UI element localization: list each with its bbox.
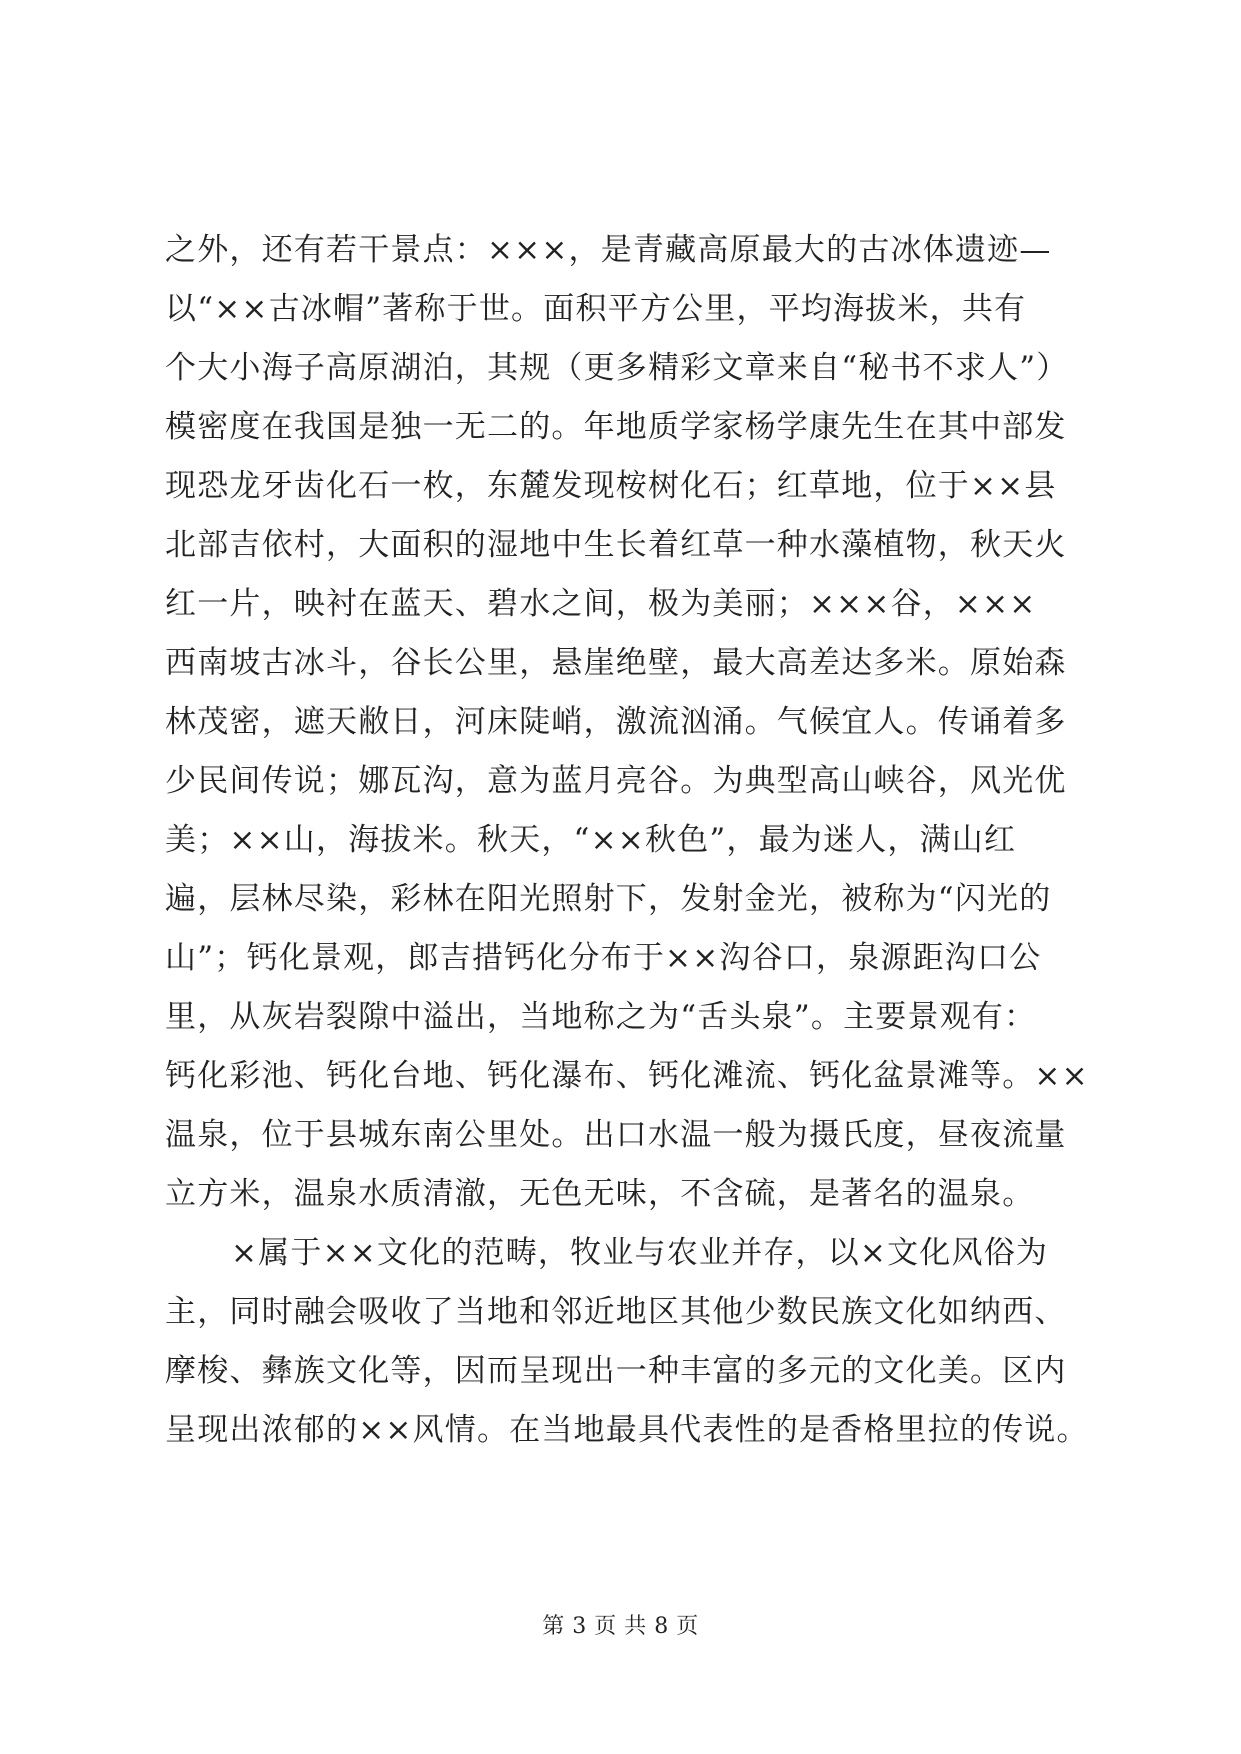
text-line: 之外，还有若干景点：×××，是青藏高原最大的古冰体遗迹— — [165, 232, 1052, 268]
text-line: 里，从灰岩裂隙中溢出，当地称之为“舌头泉”。主要景观有： — [165, 999, 1037, 1035]
paragraph-start-line: ×属于××文化的范畴，牧业与农业并存，以×文化风俗为 — [231, 1235, 1049, 1271]
text-line: 以“××古冰帽”著称于世。面积平方公里，平均海拔米，共有 — [165, 291, 1027, 327]
text-line: 呈现出浓郁的××风情。在当地最具代表性的是香格里拉的传说。 — [165, 1412, 1089, 1448]
text-line: 现恐龙牙齿化石一枚，东麓发现桉树化石；红草地，位于××县 — [165, 468, 1057, 504]
text-line: 主，同时融会吸收了当地和邻近地区其他少数民族文化如纳西、 — [165, 1294, 1067, 1330]
text-line: 北部吉依村，大面积的湿地中生长着红草一种水藻植物，秋天火 — [165, 527, 1067, 563]
text-line: 西南坡古冰斗，谷长公里，悬崖绝壁，最大高差达多米。原始森 — [165, 645, 1067, 681]
text-line: 个大小海子高原湖泊，其规（更多精彩文章来自“秘书不求人”） — [165, 350, 1069, 386]
text-line: 立方米，温泉水质清澈，无色无味，不含硫，是著名的温泉。 — [165, 1176, 1035, 1212]
text-line: 山”；钙化景观，郎吉措钙化分布于××沟谷口，泉源距沟口公 — [165, 940, 1042, 976]
text-line: 林茂密，遮天敝日，河床陡峭，激流汹涌。气候宜人。传诵着多 — [165, 704, 1067, 740]
text-line: 遍，层林尽染，彩林在阳光照射下，发射金光，被称为“闪光的 — [165, 881, 1052, 917]
text-line: 钙化彩池、钙化台地、钙化瀑布、钙化滩流、钙化盆景滩等。×× — [165, 1058, 1089, 1094]
text-line: 摩梭、彝族文化等，因而呈现出一种丰富的多元的文化美。区内 — [165, 1353, 1067, 1389]
text-line: 模密度在我国是独一无二的。年地质学家杨学康先生在其中部发 — [165, 409, 1067, 445]
page-footer: 第 3 页 共 8 页 — [542, 1614, 699, 1639]
text-line: 红一片，映衬在蓝天、碧水之间，极为美丽；×××谷，××× — [165, 586, 1037, 622]
text-line: 美；××山，海拔米。秋天，“××秋色”，最为迷人，满山红 — [165, 822, 1017, 858]
text-line: 少民间传说；娜瓦沟，意为蓝月亮谷。为典型高山峡谷，风光优 — [165, 763, 1067, 799]
text-line: 温泉，位于县城东南公里处。出口水温一般为摄氏度，昼夜流量 — [165, 1117, 1067, 1153]
